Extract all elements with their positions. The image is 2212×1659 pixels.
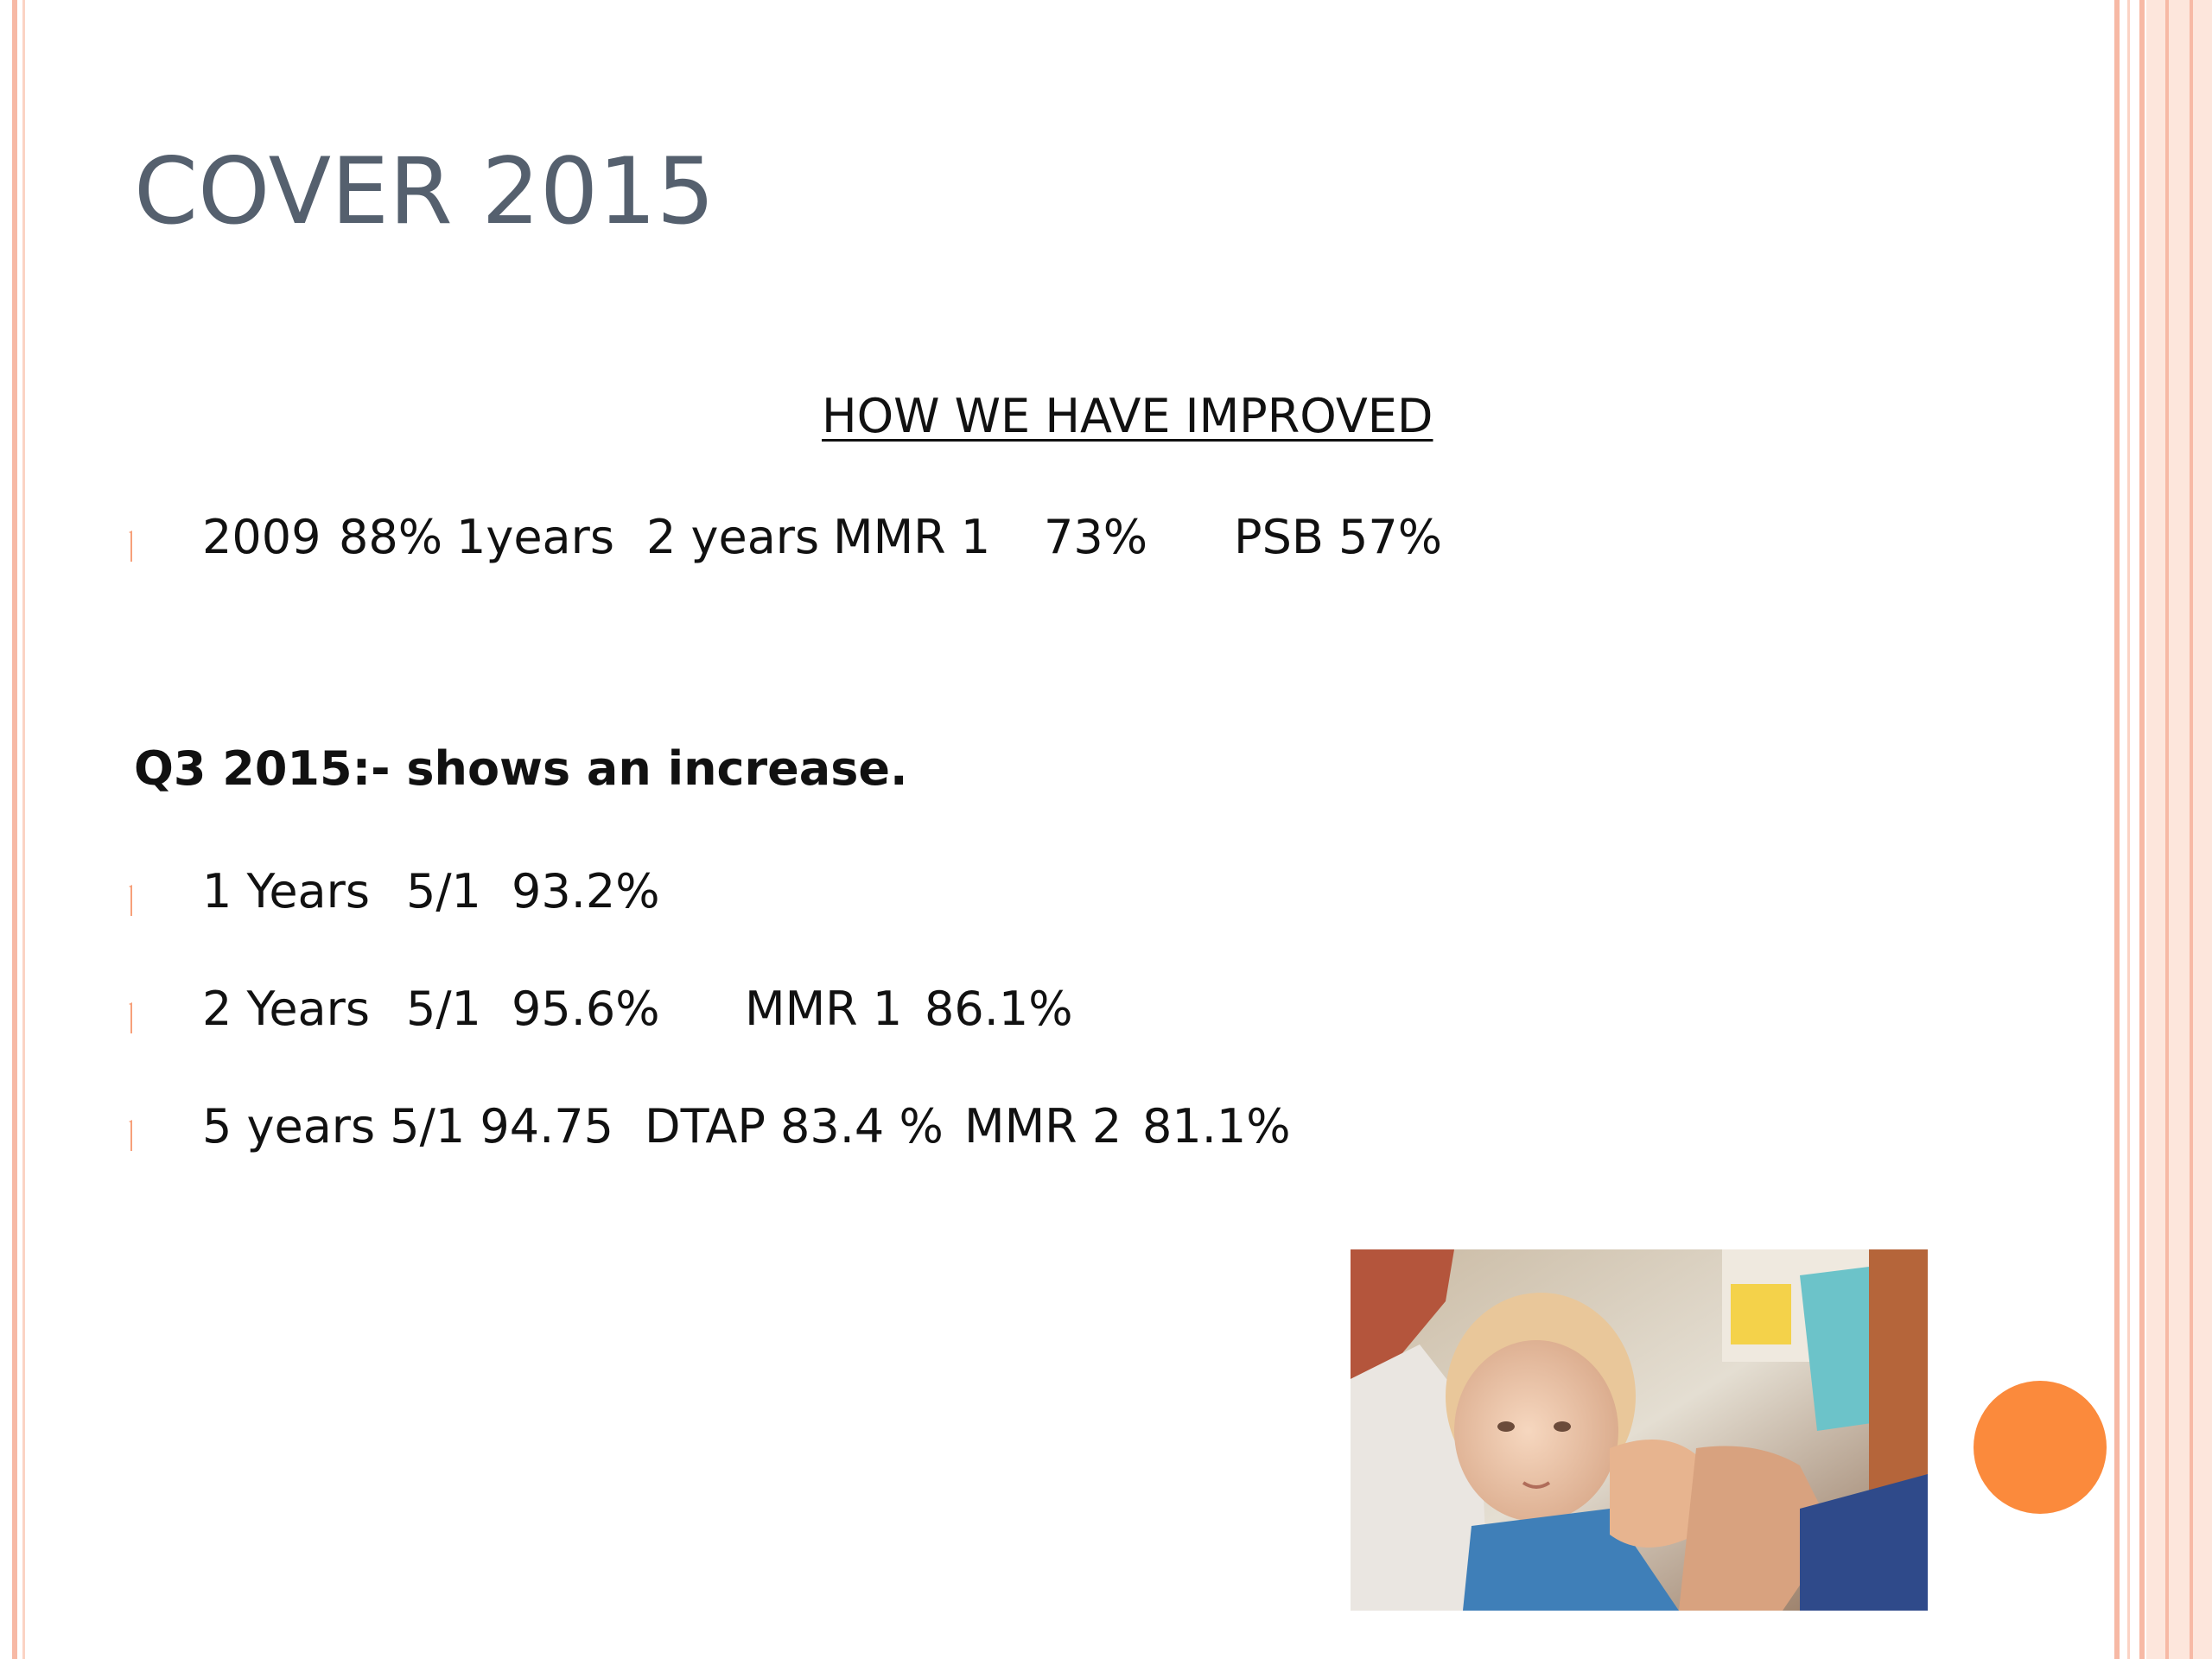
age-1-label: 1years (456, 510, 614, 564)
mmr-label: MMR 1 (745, 982, 903, 1036)
psb-value: PSB 57% (1234, 510, 1443, 564)
right-border-band (2146, 0, 2212, 1659)
bullet-mark-icon (128, 529, 135, 563)
left-border-line-outer (12, 0, 17, 1659)
right-border-line-3 (2139, 0, 2145, 1659)
right-border-line-2 (2127, 0, 2130, 1659)
dose-value: 5/1 (406, 982, 481, 1036)
baby-vaccination-photo (1351, 1249, 1928, 1611)
age-2-label: 2 years (646, 510, 820, 564)
right-border-line-4 (2165, 0, 2169, 1659)
left-border-line-inner (22, 0, 25, 1659)
q3-heading: Q3 2015:- shows an increase. (134, 741, 908, 796)
slide-title: COVER 2015 (134, 138, 715, 245)
age-dose-value: 5 years 5/1 94.75 (202, 1099, 613, 1154)
list-item-1-years (128, 864, 1338, 933)
mmr-pct-value: 81.1% (1142, 1099, 1291, 1154)
section-heading: HOW WE HAVE IMPROVED (822, 389, 1433, 443)
list-item-5-years (128, 1099, 1424, 1168)
age-label: 2 Years (202, 982, 370, 1036)
list-item-2009 (128, 510, 1510, 579)
right-border-line-1 (2114, 0, 2120, 1659)
dtap-value: DTAP 83.4 % (645, 1099, 944, 1154)
decorative-circle (1974, 1381, 2107, 1514)
age-label: 1 Years (202, 864, 370, 918)
right-border-line-5 (2190, 0, 2193, 1659)
mmr-pct-value: 86.1% (925, 982, 1073, 1036)
year-value: 2009 (202, 510, 321, 564)
pct-value: 93.2% (512, 864, 660, 918)
pct-value: 88% (339, 510, 443, 564)
mmr-pct-value: 73% (1044, 510, 1148, 564)
mmr-label: MMR 2 (964, 1099, 1122, 1154)
bullet-mark-icon (128, 1001, 135, 1035)
pct-value: 95.6% (512, 982, 660, 1036)
bullet-mark-icon (128, 1118, 135, 1153)
mmr-label: MMR 1 (833, 510, 991, 564)
dose-value: 5/1 (406, 864, 481, 918)
list-item-2-years (128, 982, 1338, 1051)
bullet-mark-icon (128, 883, 135, 918)
